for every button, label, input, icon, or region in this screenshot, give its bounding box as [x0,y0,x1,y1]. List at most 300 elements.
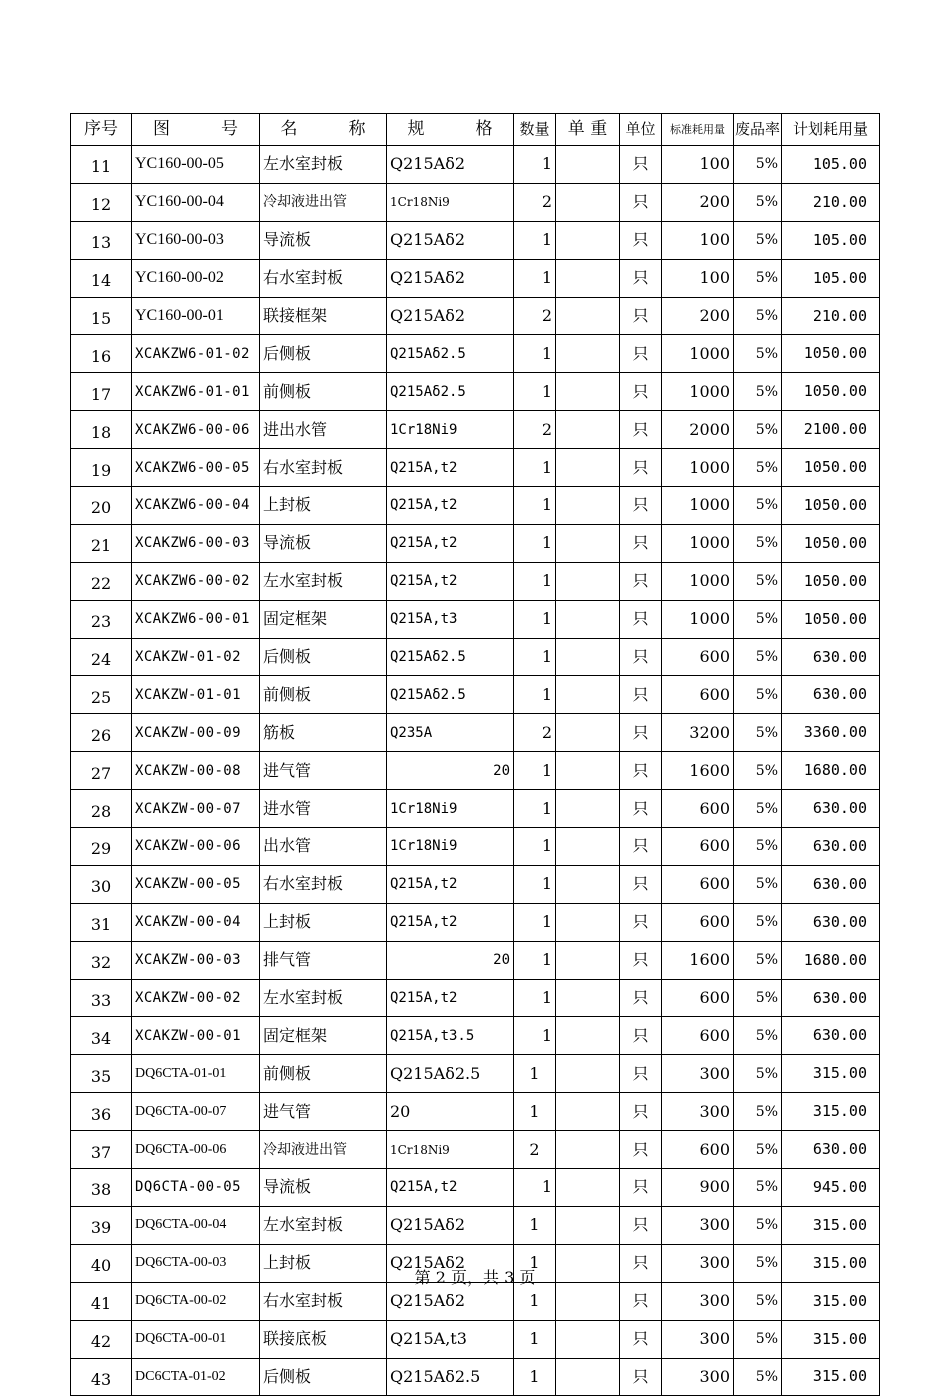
row-name: 固定框架 [260,1017,387,1055]
row-std-usage: 1000 [662,449,734,487]
row-unit-weight [556,865,620,903]
row-seq: 13 [71,221,132,259]
row-seq: 35 [71,1055,132,1093]
row-seq: 29 [71,828,132,866]
table-row [71,259,880,297]
table-row [71,411,880,449]
row-name: 联接框架 [260,297,387,335]
row-seq: 30 [71,865,132,903]
row-scrap-rate: 5% [734,1131,782,1169]
row-spec: 1Cr18Ni9 [387,183,514,221]
row-spec: 20 [387,1093,514,1131]
table-row [71,941,880,979]
row-seq: 17 [71,373,132,411]
row-drawing-no: XCAKZW-00-04 [132,903,260,941]
row-drawing-no: XCAKZW-00-08 [132,752,260,790]
row-qty: 1 [514,676,556,714]
table-header-row [71,114,880,146]
row-unit-weight [556,562,620,600]
row-scrap-rate: 5% [734,449,782,487]
row-plan-usage: 315.00 [782,1093,880,1131]
row-scrap-rate: 5% [734,1282,782,1320]
row-scrap-rate: 5% [734,600,782,638]
table-row [71,487,880,525]
material-usage-table [70,113,880,1396]
row-unit-weight [556,524,620,562]
row-name: 上封板 [260,487,387,525]
row-qty: 1 [514,221,556,259]
row-spec: Q215Aδ2 [387,1282,514,1320]
row-std-usage: 100 [662,221,734,259]
row-std-usage: 600 [662,790,734,828]
row-std-usage: 300 [662,1244,734,1282]
row-std-usage: 1000 [662,487,734,525]
row-std-usage: 1000 [662,524,734,562]
row-unit-weight [556,1131,620,1169]
row-drawing-no: XCAKZW6-00-05 [132,449,260,487]
row-std-usage: 200 [662,183,734,221]
row-scrap-rate: 5% [734,335,782,373]
table-row [71,183,880,221]
table-row [71,1320,880,1358]
row-qty: 1 [514,1169,556,1207]
table-row [71,297,880,335]
row-name: 进水管 [260,790,387,828]
row-drawing-no: XCAKZW6-00-03 [132,524,260,562]
header-name: 名 称 [260,114,387,146]
row-scrap-rate: 5% [734,373,782,411]
row-unit: 只 [620,752,662,790]
row-scrap-rate: 5% [734,676,782,714]
row-unit: 只 [620,1131,662,1169]
row-plan-usage: 315.00 [782,1206,880,1244]
table-row [71,828,880,866]
row-unit: 只 [620,297,662,335]
row-scrap-rate: 5% [734,790,782,828]
row-qty: 1 [514,1093,556,1131]
row-unit-weight [556,1017,620,1055]
row-unit: 只 [620,373,662,411]
row-seq: 41 [71,1282,132,1320]
row-unit: 只 [620,1055,662,1093]
row-qty: 1 [514,487,556,525]
row-unit-weight [556,714,620,752]
row-unit-weight [556,1055,620,1093]
row-scrap-rate: 5% [734,1017,782,1055]
row-name: 筋板 [260,714,387,752]
row-name: 右水室封板 [260,865,387,903]
row-name: 前侧板 [260,1055,387,1093]
table-row [71,865,880,903]
row-qty: 1 [514,524,556,562]
row-plan-usage: 105.00 [782,259,880,297]
row-plan-usage: 210.00 [782,297,880,335]
row-plan-usage: 315.00 [782,1282,880,1320]
table-row [71,979,880,1017]
row-spec: Q215A,t2 [387,979,514,1017]
row-seq: 40 [71,1244,132,1282]
row-drawing-no: YC160-00-05 [132,146,260,184]
row-plan-usage: 630.00 [782,1131,880,1169]
row-unit-weight [556,183,620,221]
row-drawing-no: XCAKZW6-00-02 [132,562,260,600]
row-scrap-rate: 5% [734,714,782,752]
row-scrap-rate: 5% [734,828,782,866]
row-unit-weight [556,903,620,941]
row-std-usage: 1000 [662,373,734,411]
row-scrap-rate: 5% [734,1320,782,1358]
row-unit: 只 [620,449,662,487]
row-unit-weight [556,487,620,525]
header-spec: 规 格 [387,114,514,146]
row-drawing-no: XCAKZW-00-05 [132,865,260,903]
row-seq: 42 [71,1320,132,1358]
row-plan-usage: 1680.00 [782,941,880,979]
table-row [71,373,880,411]
row-spec: 1Cr18Ni9 [387,828,514,866]
row-drawing-no: DQ6CTA-00-02 [132,1282,260,1320]
row-qty: 1 [514,1055,556,1093]
row-spec: Q215A,t2 [387,865,514,903]
row-unit-weight [556,146,620,184]
row-spec: 1Cr18Ni9 [387,411,514,449]
row-std-usage: 600 [662,903,734,941]
row-seq: 33 [71,979,132,1017]
row-scrap-rate: 5% [734,562,782,600]
row-plan-usage: 315.00 [782,1320,880,1358]
row-seq: 21 [71,524,132,562]
table-row [71,1093,880,1131]
row-plan-usage: 105.00 [782,221,880,259]
row-unit: 只 [620,487,662,525]
row-qty: 1 [514,562,556,600]
row-seq: 23 [71,600,132,638]
row-drawing-no: XCAKZW-00-09 [132,714,260,752]
row-seq: 22 [71,562,132,600]
row-name: 前侧板 [260,676,387,714]
row-qty: 2 [514,714,556,752]
row-qty: 1 [514,828,556,866]
row-unit: 只 [620,903,662,941]
row-scrap-rate: 5% [734,524,782,562]
row-std-usage: 900 [662,1169,734,1207]
row-unit-weight [556,1320,620,1358]
row-qty: 1 [514,638,556,676]
row-spec: Q215A,t2 [387,524,514,562]
row-unit: 只 [620,676,662,714]
row-plan-usage: 2100.00 [782,411,880,449]
row-unit: 只 [620,1320,662,1358]
row-scrap-rate: 5% [734,183,782,221]
row-seq: 26 [71,714,132,752]
row-unit-weight [556,259,620,297]
row-seq: 28 [71,790,132,828]
row-qty: 1 [514,1320,556,1358]
row-plan-usage: 210.00 [782,183,880,221]
row-unit: 只 [620,1017,662,1055]
row-qty: 1 [514,1244,556,1282]
row-scrap-rate: 5% [734,1093,782,1131]
row-unit-weight [556,1093,620,1131]
row-unit: 只 [620,865,662,903]
row-spec: 20 [387,752,514,790]
row-unit-weight [556,790,620,828]
row-qty: 1 [514,1017,556,1055]
row-scrap-rate: 5% [734,865,782,903]
row-seq: 11 [71,146,132,184]
row-plan-usage: 1050.00 [782,524,880,562]
row-qty: 1 [514,903,556,941]
row-spec: Q215A,t3 [387,1320,514,1358]
table-row [71,335,880,373]
row-plan-usage: 630.00 [782,979,880,1017]
row-std-usage: 1000 [662,562,734,600]
row-scrap-rate: 5% [734,1169,782,1207]
row-unit: 只 [620,638,662,676]
row-unit: 只 [620,1169,662,1207]
row-std-usage: 300 [662,1358,734,1396]
row-drawing-no: DQ6CTA-01-01 [132,1055,260,1093]
row-spec: Q215Aδ2 [387,146,514,184]
row-drawing-no: DQ6CTA-00-06 [132,1131,260,1169]
row-unit: 只 [620,941,662,979]
row-scrap-rate: 5% [734,752,782,790]
row-drawing-no: YC160-00-01 [132,297,260,335]
row-qty: 1 [514,865,556,903]
row-drawing-no: DQ6CTA-00-04 [132,1206,260,1244]
row-name: 前侧板 [260,373,387,411]
row-seq: 39 [71,1206,132,1244]
row-seq: 31 [71,903,132,941]
row-drawing-no: YC160-00-04 [132,183,260,221]
row-scrap-rate: 5% [734,903,782,941]
row-spec: Q235A [387,714,514,752]
row-unit-weight [556,638,620,676]
row-seq: 18 [71,411,132,449]
row-drawing-no: XCAKZW-00-01 [132,1017,260,1055]
row-std-usage: 100 [662,146,734,184]
row-unit: 只 [620,1358,662,1396]
row-spec: Q215A,t2 [387,449,514,487]
row-name: 右水室封板 [260,1282,387,1320]
row-spec: 20 [387,941,514,979]
row-unit-weight [556,752,620,790]
header-unit: 单位 [620,114,662,146]
row-spec: Q215Aδ2 [387,259,514,297]
row-spec: Q215A,t3 [387,600,514,638]
row-scrap-rate: 5% [734,1358,782,1396]
row-unit-weight [556,335,620,373]
row-plan-usage: 630.00 [782,676,880,714]
row-plan-usage: 1050.00 [782,449,880,487]
header-plan-usage: 计划耗用量 [782,114,880,146]
row-name: 冷却液进出管 [260,1131,387,1169]
row-std-usage: 600 [662,1131,734,1169]
row-qty: 1 [514,979,556,1017]
row-plan-usage: 1050.00 [782,335,880,373]
table-row [71,752,880,790]
header-std-usage: 标准耗用量 [662,114,734,146]
row-name: 出水管 [260,828,387,866]
row-unit: 只 [620,600,662,638]
row-unit: 只 [620,562,662,600]
row-qty: 1 [514,373,556,411]
header-scrap-rate: 废品率 [734,114,782,146]
row-drawing-no: DC6CTA-01-02 [132,1358,260,1396]
row-scrap-rate: 5% [734,221,782,259]
row-drawing-no: XCAKZW-01-02 [132,638,260,676]
row-std-usage: 300 [662,1055,734,1093]
table-row [71,903,880,941]
row-spec: Q215Aδ2 [387,1206,514,1244]
row-plan-usage: 630.00 [782,790,880,828]
row-std-usage: 1600 [662,941,734,979]
row-spec: 1Cr18Ni9 [387,790,514,828]
row-seq: 15 [71,297,132,335]
header-qty: 数量 [514,114,556,146]
row-plan-usage: 105.00 [782,146,880,184]
row-unit-weight [556,676,620,714]
row-qty: 1 [514,335,556,373]
row-spec: Q215Aδ2 [387,1244,514,1282]
row-unit-weight [556,600,620,638]
table-row [71,562,880,600]
table-row [71,146,880,184]
row-plan-usage: 315.00 [782,1244,880,1282]
row-std-usage: 300 [662,1320,734,1358]
row-seq: 24 [71,638,132,676]
row-scrap-rate: 5% [734,979,782,1017]
table-row [71,1358,880,1396]
row-spec: Q215Aδ2.5 [387,676,514,714]
row-unit-weight [556,1169,620,1207]
header-drawing-no: 图 号 [132,114,260,146]
table-row [71,714,880,752]
row-name: 上封板 [260,903,387,941]
row-unit-weight [556,941,620,979]
table-row [71,1055,880,1093]
row-plan-usage: 630.00 [782,903,880,941]
row-plan-usage: 630.00 [782,638,880,676]
row-plan-usage: 1050.00 [782,600,880,638]
row-seq: 12 [71,183,132,221]
table-row [71,1017,880,1055]
row-spec: Q215Aδ2.5 [387,1055,514,1093]
table-row [71,676,880,714]
row-std-usage: 1000 [662,335,734,373]
row-seq: 20 [71,487,132,525]
row-drawing-no: DQ6CTA-00-03 [132,1244,260,1282]
row-unit-weight [556,449,620,487]
row-qty: 2 [514,1131,556,1169]
row-unit: 只 [620,1244,662,1282]
row-scrap-rate: 5% [734,259,782,297]
row-qty: 1 [514,752,556,790]
row-spec: Q215Aδ2.5 [387,335,514,373]
row-qty: 2 [514,297,556,335]
row-spec: Q215Aδ2 [387,221,514,259]
row-unit: 只 [620,979,662,1017]
row-unit: 只 [620,146,662,184]
row-seq: 43 [71,1358,132,1396]
row-std-usage: 300 [662,1206,734,1244]
row-unit-weight [556,373,620,411]
row-spec: Q215A,t2 [387,487,514,525]
row-std-usage: 600 [662,676,734,714]
row-drawing-no: DQ6CTA-00-01 [132,1320,260,1358]
row-unit: 只 [620,259,662,297]
row-qty: 1 [514,790,556,828]
row-std-usage: 1600 [662,752,734,790]
row-qty: 1 [514,1282,556,1320]
table-row [71,1206,880,1244]
row-drawing-no: XCAKZW-00-02 [132,979,260,1017]
row-spec: 1Cr18Ni9 [387,1131,514,1169]
row-name: 导流板 [260,524,387,562]
row-std-usage: 300 [662,1093,734,1131]
row-std-usage: 100 [662,259,734,297]
row-unit-weight [556,411,620,449]
row-seq: 34 [71,1017,132,1055]
row-qty: 2 [514,183,556,221]
row-qty: 1 [514,449,556,487]
row-spec: Q215A,t2 [387,562,514,600]
row-spec: Q215A,t2 [387,903,514,941]
row-spec: Q215A,t2 [387,1169,514,1207]
row-name: 左水室封板 [260,979,387,1017]
table-row [71,1131,880,1169]
row-scrap-rate: 5% [734,297,782,335]
row-unit: 只 [620,1282,662,1320]
row-drawing-no: DQ6CTA-00-07 [132,1093,260,1131]
table-row [71,449,880,487]
row-plan-usage: 315.00 [782,1055,880,1093]
row-seq: 38 [71,1169,132,1207]
row-unit: 只 [620,1093,662,1131]
row-qty: 1 [514,259,556,297]
row-scrap-rate: 5% [734,487,782,525]
row-seq: 25 [71,676,132,714]
row-drawing-no: XCAKZW6-00-04 [132,487,260,525]
row-unit: 只 [620,221,662,259]
table-row [71,600,880,638]
row-drawing-no: XCAKZW-00-06 [132,828,260,866]
row-plan-usage: 1050.00 [782,562,880,600]
row-name: 导流板 [260,1169,387,1207]
row-name: 进气管 [260,752,387,790]
row-plan-usage: 630.00 [782,828,880,866]
row-unit-weight [556,828,620,866]
header-seq: 序号 [71,114,132,146]
row-spec: Q215A,t3.5 [387,1017,514,1055]
row-unit: 只 [620,411,662,449]
row-unit: 只 [620,714,662,752]
row-qty: 1 [514,941,556,979]
row-seq: 32 [71,941,132,979]
row-spec: Q215Aδ2 [387,297,514,335]
row-spec: Q215Aδ2.5 [387,638,514,676]
row-name: 进气管 [260,1093,387,1131]
row-plan-usage: 945.00 [782,1169,880,1207]
row-unit-weight [556,1206,620,1244]
row-name: 左水室封板 [260,562,387,600]
row-drawing-no: XCAKZW6-00-06 [132,411,260,449]
row-unit-weight [556,221,620,259]
row-std-usage: 600 [662,1017,734,1055]
row-scrap-rate: 5% [734,941,782,979]
row-spec: Q215Aδ2.5 [387,373,514,411]
row-unit: 只 [620,790,662,828]
